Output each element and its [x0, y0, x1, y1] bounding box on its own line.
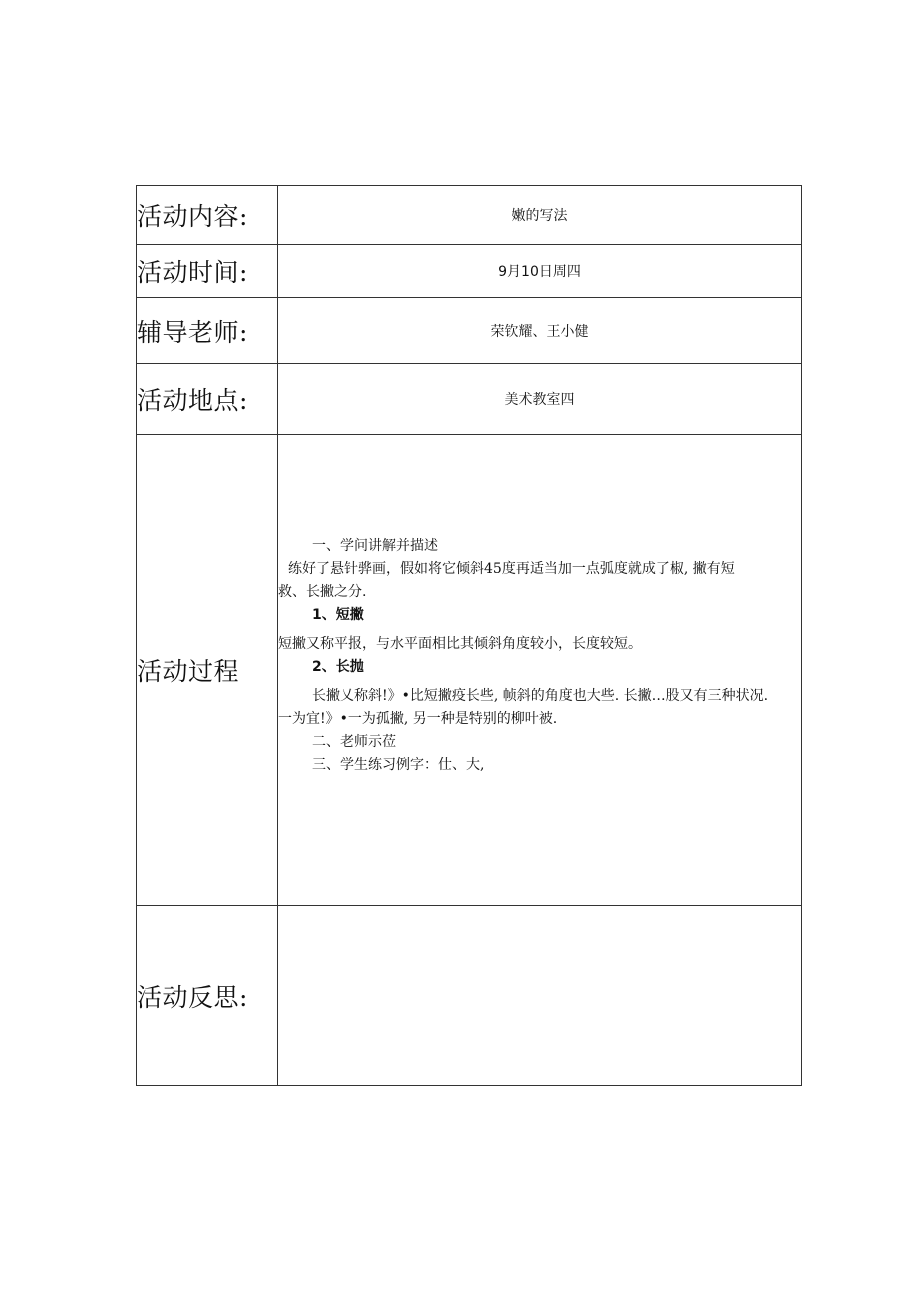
process-label: 活动过程 [137, 435, 278, 906]
process-line-5: 短撇又称平报，与水平面相比其倾斜角度较小，长度较短。 [278, 636, 642, 652]
teachers-label: 辅导老师: [137, 298, 278, 364]
row-teachers [137, 298, 802, 364]
activity-record-table [136, 185, 802, 1086]
process-line-7: 长撇乂称斜!》•比短撇疫长些, 帧斜的角度也大些. 长撇…股又有三种状况. [312, 688, 769, 704]
process-line-3: 救、长撇之分. [278, 584, 367, 600]
row-process [137, 435, 802, 906]
reflection-label: 活动反思: [137, 906, 278, 1086]
time-value: 9月10日周四 [278, 245, 802, 298]
reflection-value [278, 906, 802, 1086]
process-content [278, 435, 802, 906]
process-line-6: 2、长抛 [312, 659, 364, 675]
content-label: 活动内容: [137, 186, 278, 245]
row-time [137, 245, 802, 298]
location-value: 美术教室四 [278, 364, 802, 435]
row-content [137, 186, 802, 245]
row-reflection [137, 906, 802, 1086]
process-line-8: 一为宜!》•一为孤撇, 另一种是特别的柳叶被. [278, 711, 558, 727]
process-line-9: 二、老师示莅 [312, 734, 396, 750]
process-line-1: 一、学问讲解并描述 [312, 538, 438, 554]
row-location [137, 364, 802, 435]
location-label: 活动地点: [137, 364, 278, 435]
content-value: 嫩的写法 [278, 186, 802, 245]
time-label: 活动时间: [137, 245, 278, 298]
process-line-10: 三、学生练习例字：仕、大, [312, 757, 485, 773]
process-text-block [278, 535, 798, 777]
process-line-2: 练好了悬针骅画，假如将它倾斜45度再适当加一点弧度就成了椒, 撇有短 [288, 561, 735, 577]
process-line-4: 1、短撇 [312, 607, 364, 623]
teachers-value: 荣钦耀、王小健 [278, 298, 802, 364]
